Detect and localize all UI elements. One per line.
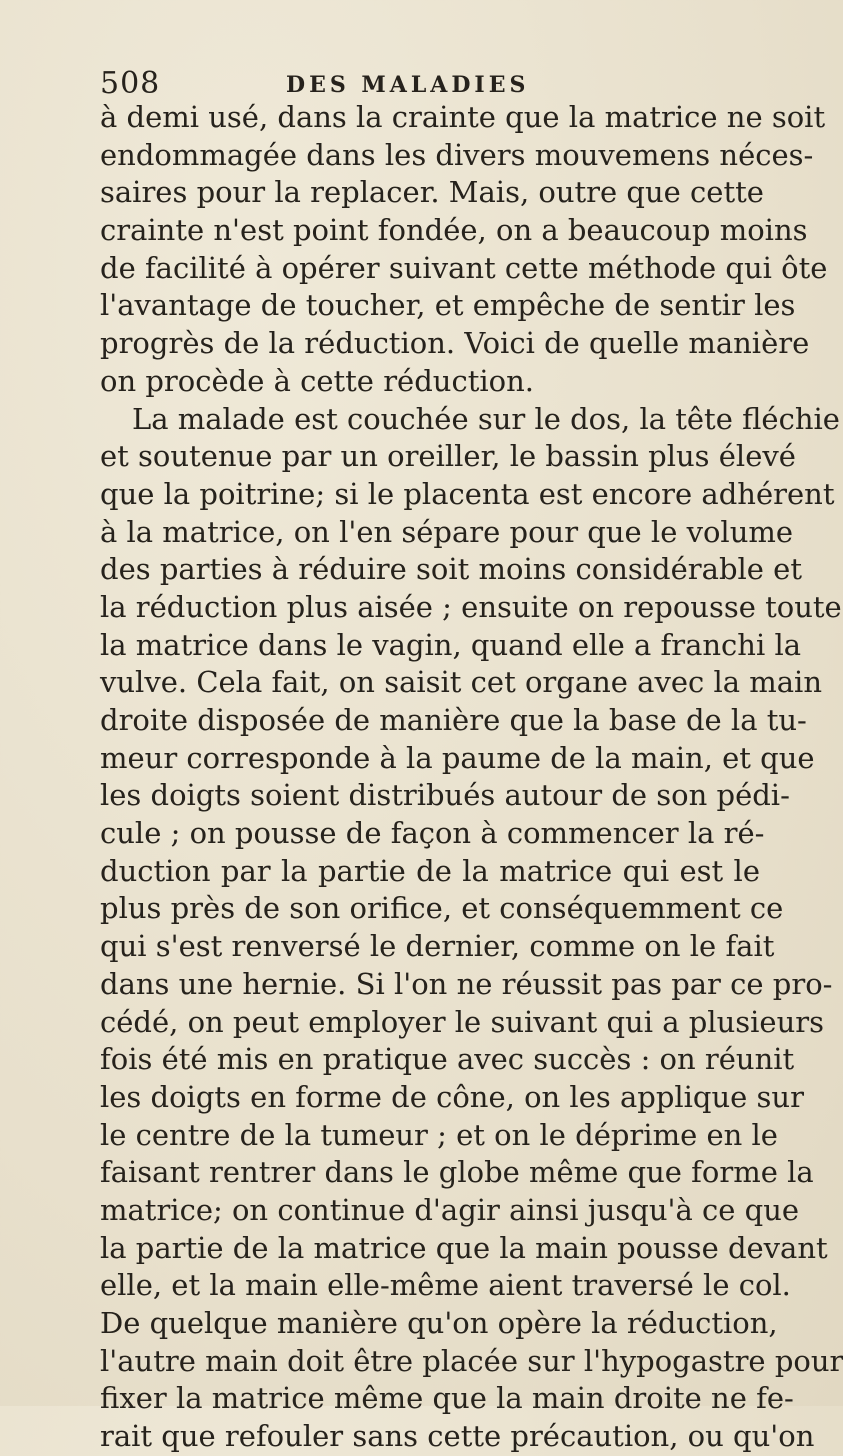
text-line: cule ; on pousse de façon à commencer la ré- — [100, 816, 765, 851]
text-line: la réduction plus aisée ; ensuite on repousse toute — [100, 589, 842, 624]
text-line: vulve. Cela fait, on saisit cet organe avec la main — [100, 665, 822, 700]
text-line: matrice; on continue d'agir ainsi jusqu'à ce que — [100, 1192, 800, 1227]
text-line: fixer la matrice même que la main droite ne fe- — [100, 1381, 794, 1416]
text-line: la matrice dans le vagin, quand elle a franchi la — [100, 627, 802, 662]
text-line: la partie de la matrice que la main pousse devant — [100, 1230, 828, 1265]
text-line: saires pour la replacer. Mais, outre que cette — [100, 175, 764, 210]
text-line: l'autre main doit être placée sur l'hypogastre pour — [100, 1343, 843, 1378]
text-line: progrès de la réduction. Voici de quelle manière — [100, 326, 810, 361]
paragraph-first-line: La malade est couchée sur le dos, la tête fléchie — [132, 401, 840, 436]
text-line: que la poitrine; si le placenta est encore adhérent — [100, 476, 835, 511]
running-head — [100, 64, 760, 104]
text-line: les doigts soient distribués autour de son pédi- — [100, 778, 790, 813]
running-title: DES MALADIES — [286, 72, 530, 98]
text-line: qui s'est renversé le dernier, comme on le fait — [100, 929, 775, 964]
text-line: dans une hernie. Si l'on ne réussit pas par ce pro- — [100, 966, 833, 1001]
text-line: cédé, on peut employer le suivant qui a plusieurs — [100, 1004, 824, 1039]
page-number: 508 — [100, 66, 161, 101]
text-line: fois été mis en pratique avec succès : on réunit — [100, 1042, 795, 1077]
text-line: endommagée dans les divers mouvemens néces- — [100, 137, 814, 172]
text-line: à la matrice, on l'en sépare pour que le volume — [100, 514, 794, 549]
text-line: rait que refouler sans cette précaution, ou qu'on — [100, 1419, 815, 1454]
text-line: faisant rentrer dans le globe même que forme la — [100, 1155, 814, 1190]
paragraph-last-line: on procède à cette réduction. — [100, 363, 534, 398]
text-line: l'avantage de toucher, et empêche de sentir les — [100, 288, 796, 323]
text-line: De quelque manière qu'on opère la réduction, — [100, 1306, 778, 1340]
text-line: le centre de la tumeur ; et on le déprime en le — [100, 1117, 778, 1152]
text-line: et soutenue par un oreiller, le bassin plus élevé — [100, 439, 796, 474]
text-line: droite disposée de manière que la base de la tu- — [100, 703, 807, 737]
text-line: des parties à réduire soit moins considérable et — [100, 552, 802, 587]
text-line: plus près de son orifice, et conséquemment ce — [100, 891, 784, 926]
text-line: duction par la partie de la matrice qui est le — [100, 853, 760, 888]
text-line: crainte n'est point fondée, on a beaucoup moins — [100, 213, 808, 248]
text-line: de facilité à opérer suivant cette méthode qui ôte — [100, 250, 828, 285]
text-line: meur corresponde à la paume de la main, et que — [100, 740, 815, 775]
text-line: à demi usé, dans la crainte que la matrice ne soit — [100, 100, 826, 134]
body-text — [100, 99, 843, 1456]
text-line: elle, et la main elle-même aient traversé le col. — [100, 1268, 791, 1303]
text-line: les doigts en forme de cône, on les applique sur — [100, 1079, 804, 1114]
